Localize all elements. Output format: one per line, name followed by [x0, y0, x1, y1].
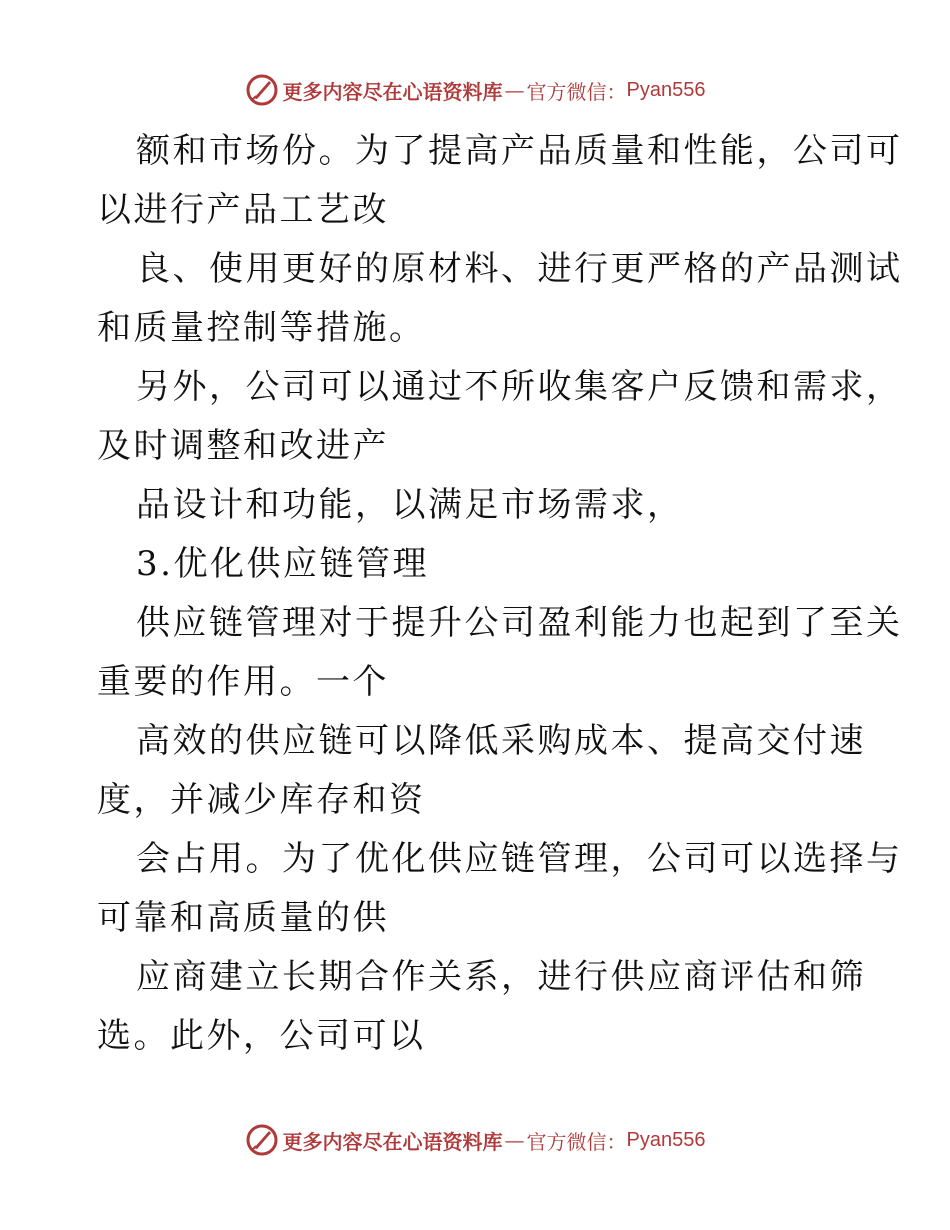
watermark-wechat-label: 官方微信： [526, 79, 627, 104]
text-line: 会占用。为了优化供应链管理，公司可以选择与 [136, 839, 903, 879]
watermark-wechat-id: Pyan556 [626, 1128, 706, 1151]
section-heading: 3.优化供应链管理 [136, 544, 429, 584]
text-line: 另外，公司可以通过不所收集客户反馈和需求， [136, 367, 903, 407]
text-line: 度，并减少库存和资 [97, 780, 426, 820]
watermark-separator: — [504, 78, 525, 102]
body-text [97, 122, 903, 1066]
text-line: 选。此外，公司可以 [97, 1016, 426, 1056]
text-line: 和质量控制等措施。 [97, 308, 426, 348]
text-line: 重要的作用。一个 [97, 662, 389, 702]
watermark-brand-text: 更多内容尽在心语资料库 [282, 1129, 503, 1154]
watermark-wechat-label: 官方微信： [526, 1129, 627, 1154]
text-line: 可靠和高质量的供 [97, 898, 389, 938]
red-quill-seal-icon [245, 73, 279, 107]
red-quill-seal-icon [245, 1123, 279, 1157]
text-line: 供应链管理对于提升公司盈利能力也起到了至关 [136, 603, 903, 643]
text-line: 品设计和功能，以满足市场需求， [136, 485, 684, 525]
header-watermark [0, 70, 950, 110]
watermark-wechat-id: Pyan556 [626, 78, 706, 101]
text-line: 高效的供应链可以降低采购成本、提高交付速 [136, 721, 866, 761]
text-line: 及时调整和改进产 [97, 426, 389, 466]
text-line: 应商建立长期合作关系，进行供应商评估和筛 [136, 957, 866, 997]
text-line: 额和市场份。为了提高产品质量和性能，公司可 [136, 131, 903, 171]
footer-watermark [0, 1120, 950, 1160]
text-line: 以进行产品工艺改 [97, 190, 389, 230]
text-line: 良、使用更好的原材料、进行更严格的产品测试 [136, 249, 903, 289]
watermark-brand-text: 更多内容尽在心语资料库 [282, 79, 503, 104]
watermark-separator: — [504, 1128, 525, 1152]
